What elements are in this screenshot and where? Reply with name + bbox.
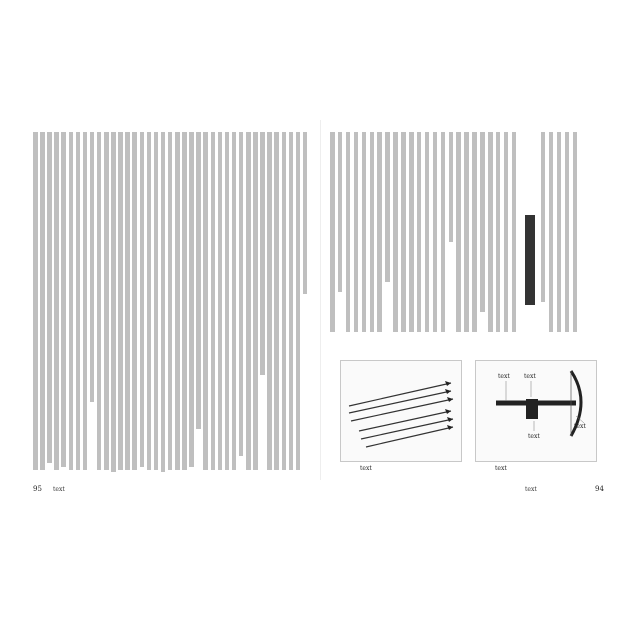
text-column — [147, 132, 152, 470]
text-column — [218, 132, 223, 470]
text-column — [496, 132, 501, 332]
text-column — [196, 132, 201, 429]
section-title — [525, 215, 535, 305]
text-column — [125, 132, 130, 470]
figure-crossbow-caption: text — [495, 465, 507, 472]
text-column — [203, 132, 208, 470]
arrows-illustration — [341, 361, 461, 461]
text-column — [480, 132, 485, 312]
text-column — [409, 132, 414, 332]
text-column — [338, 132, 343, 292]
text-column — [54, 132, 59, 470]
text-column — [441, 132, 446, 332]
text-column — [83, 132, 88, 470]
text-column — [232, 132, 237, 470]
figure-arrows-caption: text — [360, 465, 372, 472]
text-column — [175, 132, 180, 470]
text-column — [456, 132, 461, 332]
text-column — [488, 132, 493, 332]
text-column — [289, 132, 294, 470]
text-column — [393, 132, 398, 332]
text-column — [239, 132, 244, 456]
text-column — [303, 132, 308, 294]
text-column — [346, 132, 351, 332]
text-column — [549, 132, 554, 332]
text-column — [33, 132, 38, 470]
book-spread — [25, 120, 615, 500]
text-column — [154, 132, 159, 470]
text-column — [472, 132, 477, 332]
text-column — [61, 132, 66, 467]
text-column — [282, 132, 287, 470]
text-column — [168, 132, 173, 470]
text-column — [140, 132, 145, 467]
text-column — [40, 132, 45, 470]
text-column — [385, 132, 390, 282]
text-column — [76, 132, 81, 470]
text-column — [401, 132, 406, 332]
text-column — [565, 132, 570, 332]
text-column — [296, 132, 301, 470]
text-column — [69, 132, 74, 470]
text-column — [111, 132, 116, 472]
text-column — [104, 132, 109, 470]
text-column — [260, 132, 265, 375]
text-column — [253, 132, 258, 470]
figure-arrows — [340, 360, 462, 462]
text-column — [449, 132, 454, 242]
text-column — [512, 132, 517, 332]
crossbow-label-1: text — [498, 373, 510, 380]
crossbow-label-2: text — [524, 373, 536, 380]
left-running-header: text — [53, 486, 65, 493]
text-column — [433, 132, 438, 332]
text-column — [274, 132, 279, 470]
text-column — [182, 132, 187, 470]
text-column — [573, 132, 578, 332]
book-spine — [320, 120, 321, 480]
text-column — [189, 132, 194, 467]
text-column — [370, 132, 375, 332]
left-page-number: 95 — [33, 485, 42, 493]
text-column — [557, 132, 562, 332]
text-column — [377, 132, 382, 332]
right-page-number: 94 — [595, 485, 604, 493]
right-running-header: text — [525, 486, 537, 493]
crossbow-label-3: text — [574, 423, 586, 430]
text-column — [417, 132, 422, 332]
crossbow-illustration — [476, 361, 596, 461]
text-column — [362, 132, 367, 332]
figure-crossbow — [475, 360, 597, 462]
text-column — [225, 132, 230, 470]
text-column — [118, 132, 123, 470]
text-column — [90, 132, 95, 402]
text-column — [161, 132, 166, 472]
text-column — [330, 132, 335, 332]
text-column — [425, 132, 430, 332]
text-column — [211, 132, 216, 470]
text-column — [354, 132, 359, 332]
text-column — [132, 132, 137, 470]
text-column — [246, 132, 251, 470]
text-column — [504, 132, 509, 332]
text-column — [267, 132, 272, 470]
text-column — [47, 132, 52, 463]
text-column — [464, 132, 469, 332]
text-column — [541, 132, 546, 302]
crossbow-label-4: text — [528, 433, 540, 440]
text-column — [97, 132, 102, 470]
